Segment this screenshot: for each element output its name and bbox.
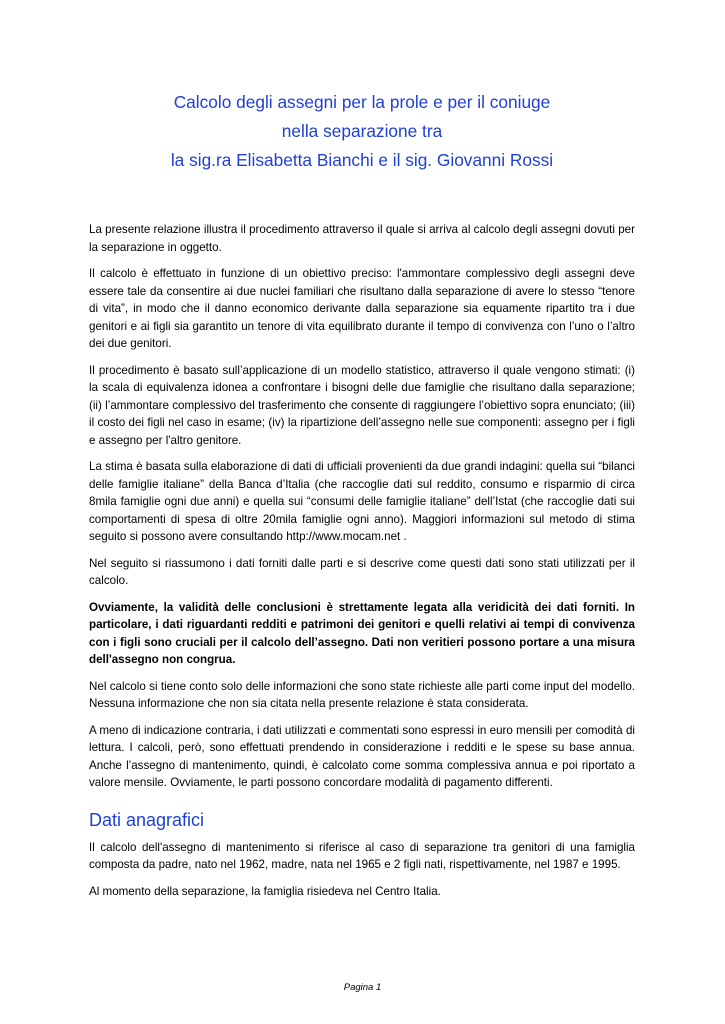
page-number: Pagina 1	[343, 982, 382, 993]
title-line-2: nella separazione tra	[281, 121, 443, 141]
paragraph-units: A meno di indicazione contraria, i dati utilizzati e commentati sono espressi in euro mensili per comodità di lettura. I calcoli, però, sono effettuati prendendo in considerazione i redditi e le spese su base annua. Anche l’assegno di mantenimento, quindi, è calcolato come somma complessiva annua e poi riportato a valore mensile. Ovviamente, le parti possono concordare modalità di pagamento differenti.	[89, 723, 635, 789]
title-line-3: la sig.ra Elisabetta Bianchi e il sig. Giovanni Rossi	[170, 150, 554, 170]
paragraph-objective: Il calcolo è effettuato in funzione di un obiettivo preciso: l'ammontare complessivo degli assegni deve essere tale da consentire ai due nuclei familiari che risultano dalla separazione di avere lo stesso “tenore di vita”, in modo che il danno economico derivante dalla separazione sia equamente ripartito tra i due genitori e ai figli sia garantito un tenore di vita equilibrato durante il tempo di convivenza con l’uno o l’altro dei due genitori.	[89, 267, 635, 350]
document-title	[89, 88, 635, 175]
paragraph-summary: Nel seguito si riassumono i dati forniti dalle parti e si descrive come questi dati sono stati utilizzati per il calcolo.	[89, 556, 635, 587]
title-line-1: Calcolo degli assegni per la prole e per il coniuge	[173, 92, 551, 112]
document-body	[89, 221, 635, 909]
section-heading: Dati anagrafici	[89, 809, 205, 830]
paragraph-estimation: La stima è basata sulla elaborazione di dati di ufficiali provenienti da due grandi indagini: quella sui “bilanci delle famiglie italiane” della Banca d’Italia (che raccoglie dati sul reddito, consumo e risparmio di circa 8mila famiglie ogni due anni) e quella sui “consumi delle famiglie italiane” dell’Istat (che raccoglie dati sui comportamenti di spesa di oltre 20mila famiglie ogni anno). Maggiori informazioni sul metodo di stima seguito si possono avere consultando http://www.mocam.net .	[89, 460, 635, 543]
paragraph-intro: La presente relazione illustra il procedimento attraverso il quale si arriva al calcolo degli assegni dovuti per la separazione in oggetto.	[89, 223, 635, 254]
paragraph-warning: Ovviamente, la validità delle conclusioni è strettamente legata alla veridicità dei dati forniti. In particolare, i dati riguardanti redditi e patrimoni dei genitori e quelli relativi ai tempi di convivenza con i figli sono cruciali per il calcolo dell’assegno. Dati non veritieri possono portare a una misura dell'assegno non congrua.	[89, 600, 635, 666]
paragraph-information: Nel calcolo si tiene conto solo delle informazioni che sono state richieste alle parti come input del modello. Nessuna informazione che non sia citata nella presente relazione è stata considerata.	[89, 679, 635, 710]
paragraph-family: Il calcolo dell'assegno di mantenimento si riferisce al caso di separazione tra genitori di una famiglia composta da padre, nato nel 1962, madre, nata nel 1965 e 2 figli nati, rispettivamente, nel 1987 e 1995.	[89, 840, 635, 871]
paragraph-procedure: Il procedimento è basato sull’applicazione di un modello statistico, attraverso il quale vengono stimati: (i) la scala di equivalenza idonea a confrontare i bisogni delle due famiglie che risultano dalla separazione; (ii) l’ammontare complessivo del trasferimento che consente di raggiungere l’obiettivo sopra enunciato; (iii) il costo dei figli nel caso in esame; (iv) la ripartizione dell’assegno nelle sue componenti: assegno per i figli e assegno per l'altro genitore.	[89, 363, 635, 447]
paragraph-residence: Al momento della separazione, la famiglia risiedeva nel Centro Italia.	[89, 884, 441, 898]
